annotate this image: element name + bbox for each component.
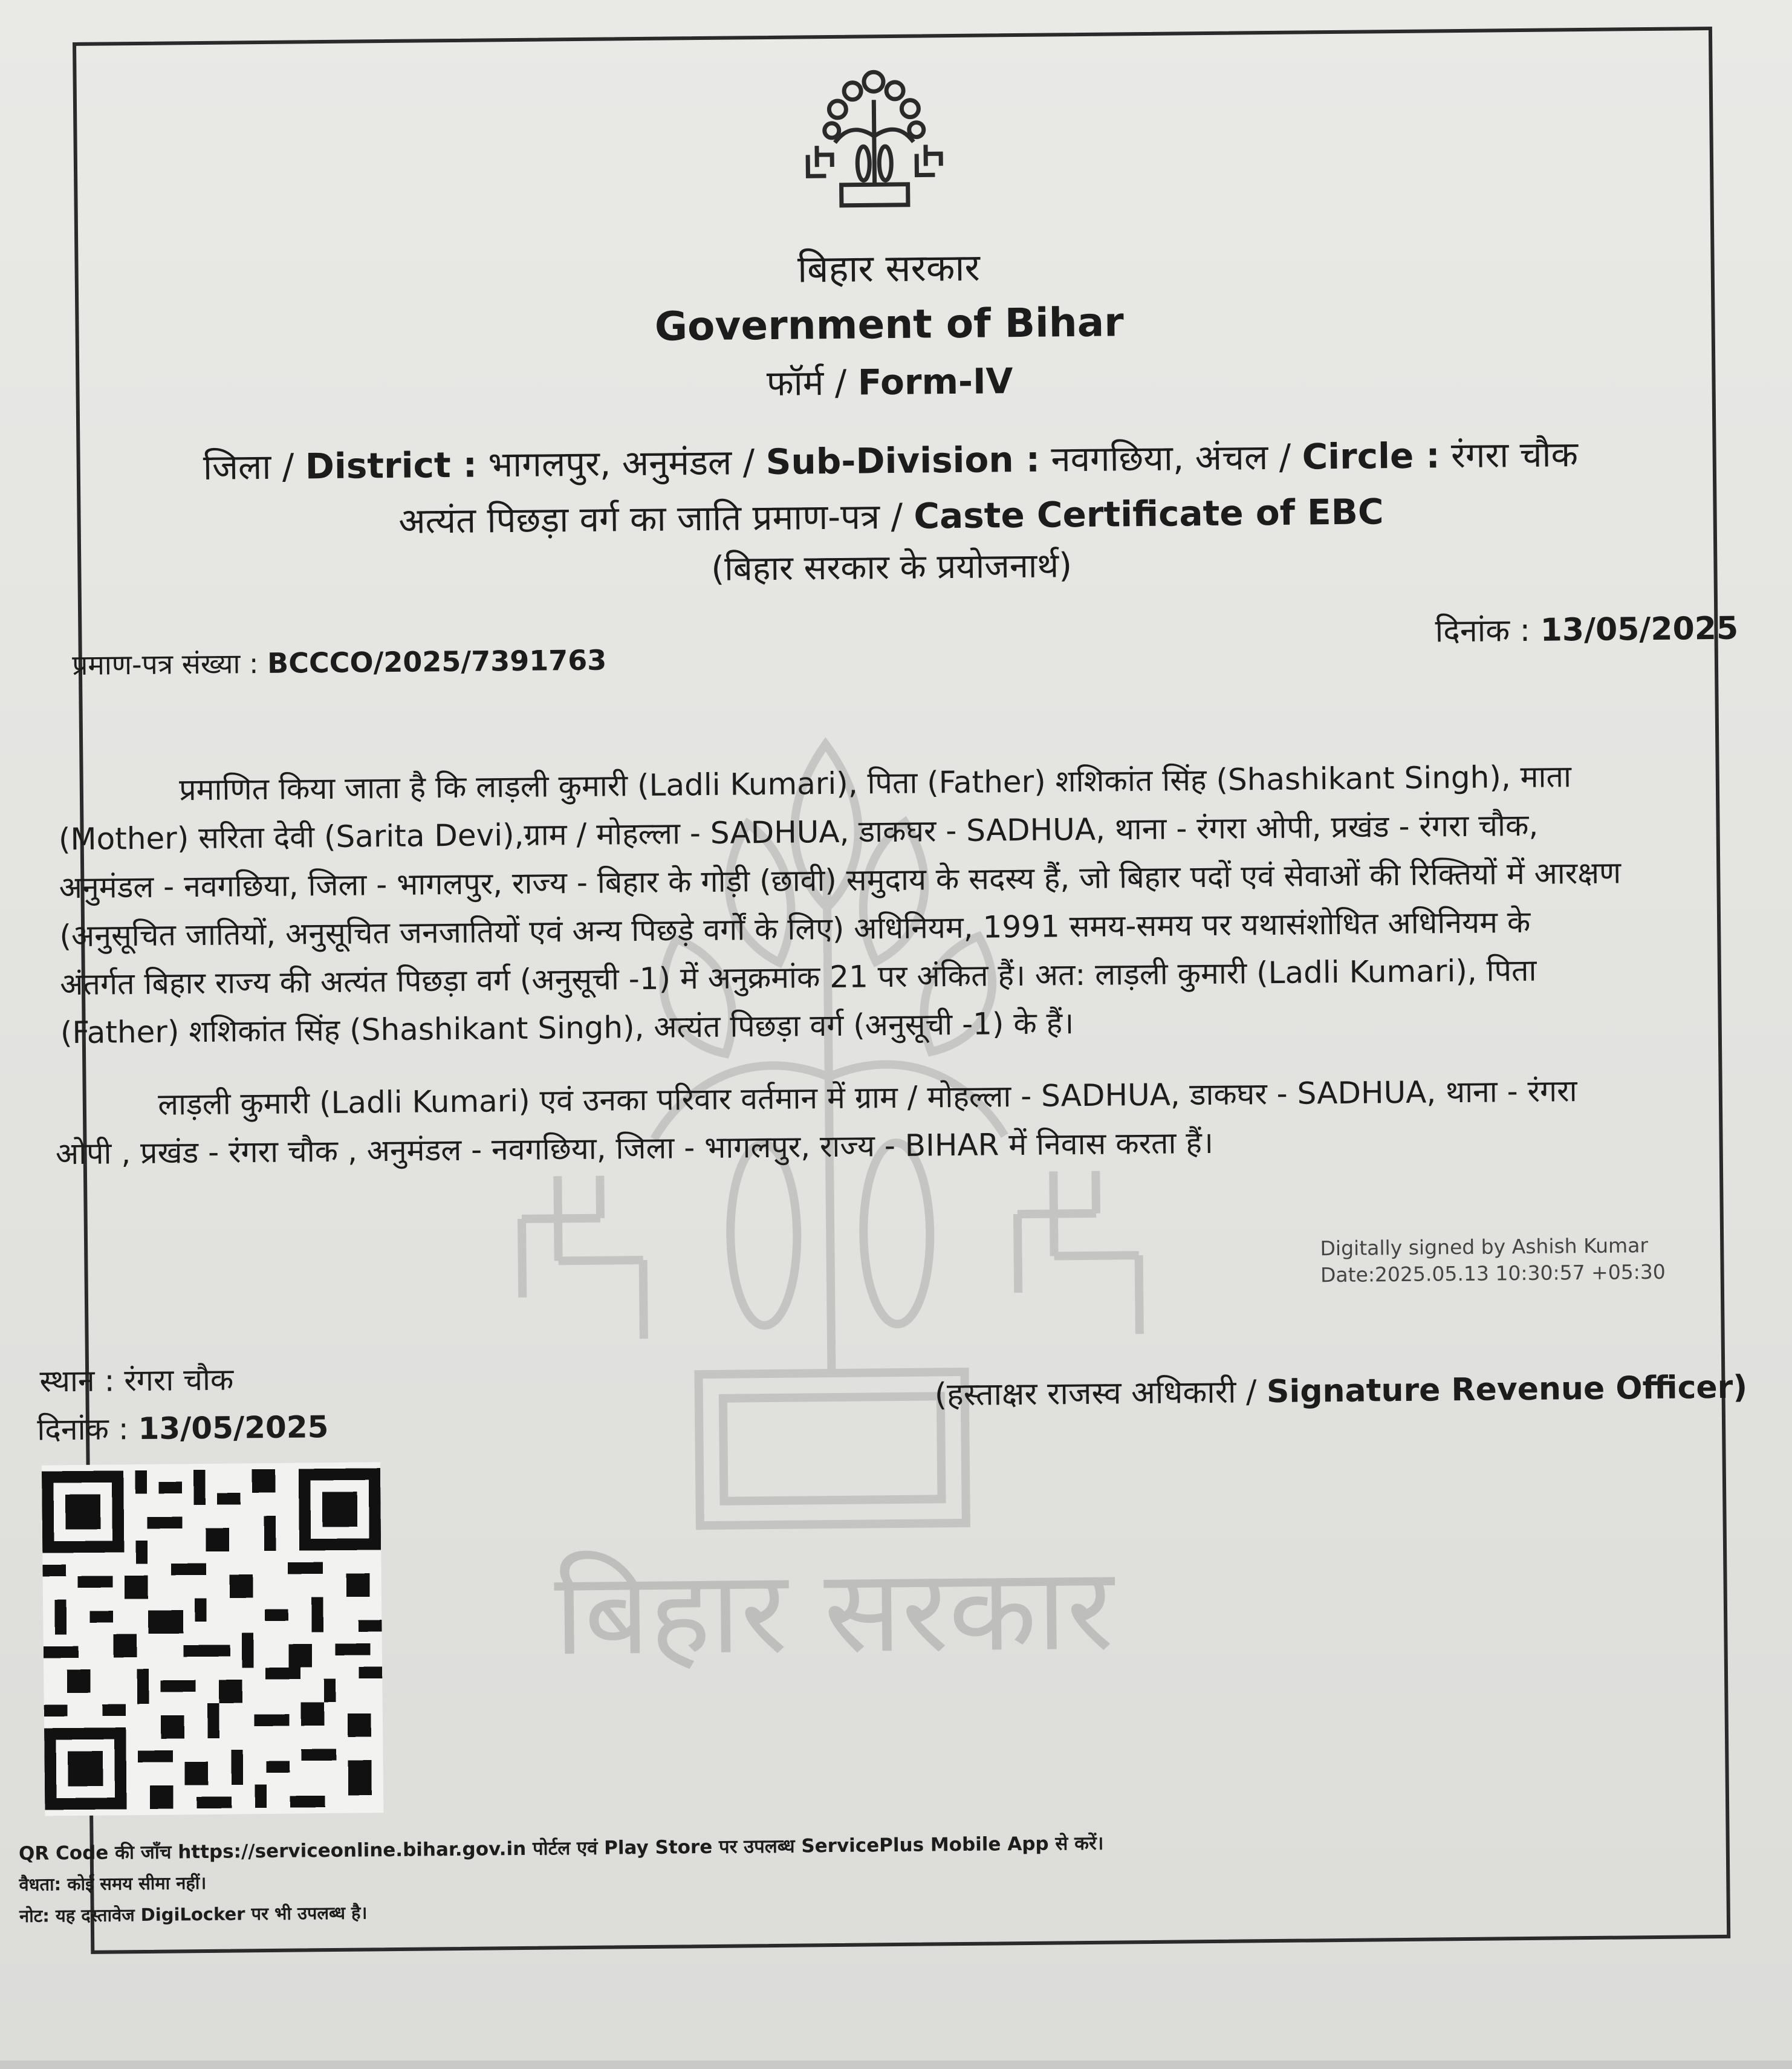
district-label-en: District : (305, 444, 478, 487)
issue-date-value: 13/05/2025 (1540, 610, 1739, 649)
para2-line1: लाड़ली कुमारी (Ladli Kumari) एवं उनका परिवार वर्तमान में ग्राम / मोहल्ला - SADHUA, डाकघर - SADHUA, थाना - रंगरा (157, 1073, 1577, 1122)
place-date-label: दिनांक : (37, 1411, 129, 1447)
place-line (39, 1358, 233, 1401)
place-value: रंगरा चौक (124, 1362, 234, 1398)
qr-verification-note: QR Code की जाँच https://serviceonline.bihar.gov.in पोर्टल एवं Play Store पर उपलब्ध ServicePlus Mobile App से करें। (18, 1832, 1104, 1865)
certificate-paragraph-1 (58, 751, 1729, 1057)
para2-line2: ओपी , प्रखंड - रंगरा चौक , अनुमंडल - नवगछिया, जिला - भागलपुर, राज्य - BIHAR में निवास करता हैं। (55, 1125, 1214, 1172)
form-label-english: Form-IV (857, 360, 1013, 403)
digilocker-note: नोट: यह दस्तावेज DigiLocker पर भी उपलब्ध है। (19, 1902, 368, 1926)
digital-signature-stamp (1320, 1232, 1666, 1288)
district-value: भागलपुर, (488, 443, 611, 486)
form-number (0, 348, 1786, 413)
certificate-number-value: BCCCO/2025/7391763 (267, 643, 607, 680)
para1-line4: (अनुसूचित जातियों, अनुसूचित जनजातियों एवं अन्य पिछड़े वर्गों के लिए) अधिनियम, 1991 समय-समय पर यथासंशोधित अधिनियम के (59, 904, 1531, 954)
issue-date (1435, 606, 1738, 652)
signature-label-hi: (हस्ताक्षर राजस्व अधिकारी / (934, 1374, 1257, 1414)
district-line (0, 427, 1787, 492)
subdivision-label-hi: अनुमंडल / (622, 441, 755, 484)
validity-note: वैधता: कोई समय सीमा नहीं। (19, 1872, 207, 1895)
certificate-number-label: प्रमाण-पत्र संख्या : (71, 647, 259, 682)
emblem-watermark-text: बिहार सरकार (553, 1542, 1114, 1681)
signature-label (934, 1364, 1747, 1415)
district-label-hi: जिला / (203, 446, 294, 488)
subdivision-label-en: Sub-Division : (765, 438, 1040, 483)
para1-line6: (Father) शशिकांत सिंह (Shashikant Singh), अत्यंत पिछड़ा वर्ग (अनुसूची -1) के हैं। (60, 1005, 1074, 1051)
signature-label-en: Signature Revenue Officer) (1266, 1369, 1748, 1411)
para1-line1: प्रमाणित किया जाता है कि लाड़ली कुमारी (Ladli Kumari), पिता (Father) शशिकांत सिंह (Shashikant Singh), माता (178, 759, 1572, 808)
subdivision-value: नवगछिया, (1051, 437, 1184, 480)
certificate-paragraph-2 (55, 1065, 1730, 1178)
circle-value: रंगरा चौक (1450, 434, 1579, 476)
certificate-purpose: (बिहार सरकार के प्रयोजनार्थ) (711, 546, 1073, 589)
certificate-title-en: Caste Certificate of EBC (914, 491, 1384, 537)
header-title-english: Government of Bihar (654, 299, 1125, 350)
issue-date-label: दिनांक : (1435, 612, 1531, 650)
para1-line2: (Mother) सरिता देवी (Sarita Devi),ग्राम / मोहल्ला - SADHUA, डाकघर - SADHUA, थाना - रंगरा ओपी, प्रखंड - रंगरा चौक, (58, 807, 1539, 857)
place-label: स्थान : (39, 1363, 115, 1399)
bihar-emblem-logo (795, 63, 953, 209)
certificate-number (72, 641, 607, 683)
para1-line3: अनुमंडल - नवगछिया, जिला - भागलपुर, राज्य - बिहार के गोड़ी (छावी) समुदाय के सदस्य हैं, जो बिहार पदों एवं सेवाओं की रिक्तियों में आरक्षण (59, 855, 1622, 906)
qr-code (42, 1462, 384, 1816)
para1-line5: अंतर्गत बिहार राज्य की अत्यंत पिछड़ा वर्ग (अनुसूची -1) में अनुक्रमांक 21 पर अंकित हैं। अत: लाड़ली कुमारी (Ladli Kumari), पिता (59, 952, 1537, 1002)
circle-label-en: Circle : (1302, 435, 1440, 478)
place-date-value: 13/05/2025 (138, 1409, 329, 1447)
digital-signature-line-1: Digitally signed by Ashish Kumar (1320, 1233, 1649, 1261)
form-label-hindi: फॉर्म / (766, 362, 847, 404)
header-title-hindi: बिहार सरकार (797, 245, 981, 291)
place-date-line (37, 1405, 329, 1449)
circle-label-hi: अंचल / (1195, 436, 1291, 479)
certificate-title-hi: अत्यंत पिछड़ा वर्ग का जाति प्रमाण-पत्र / (398, 495, 903, 542)
digital-signature-line-2: Date:2025.05.13 10:30:57 +05:30 (1320, 1259, 1666, 1287)
